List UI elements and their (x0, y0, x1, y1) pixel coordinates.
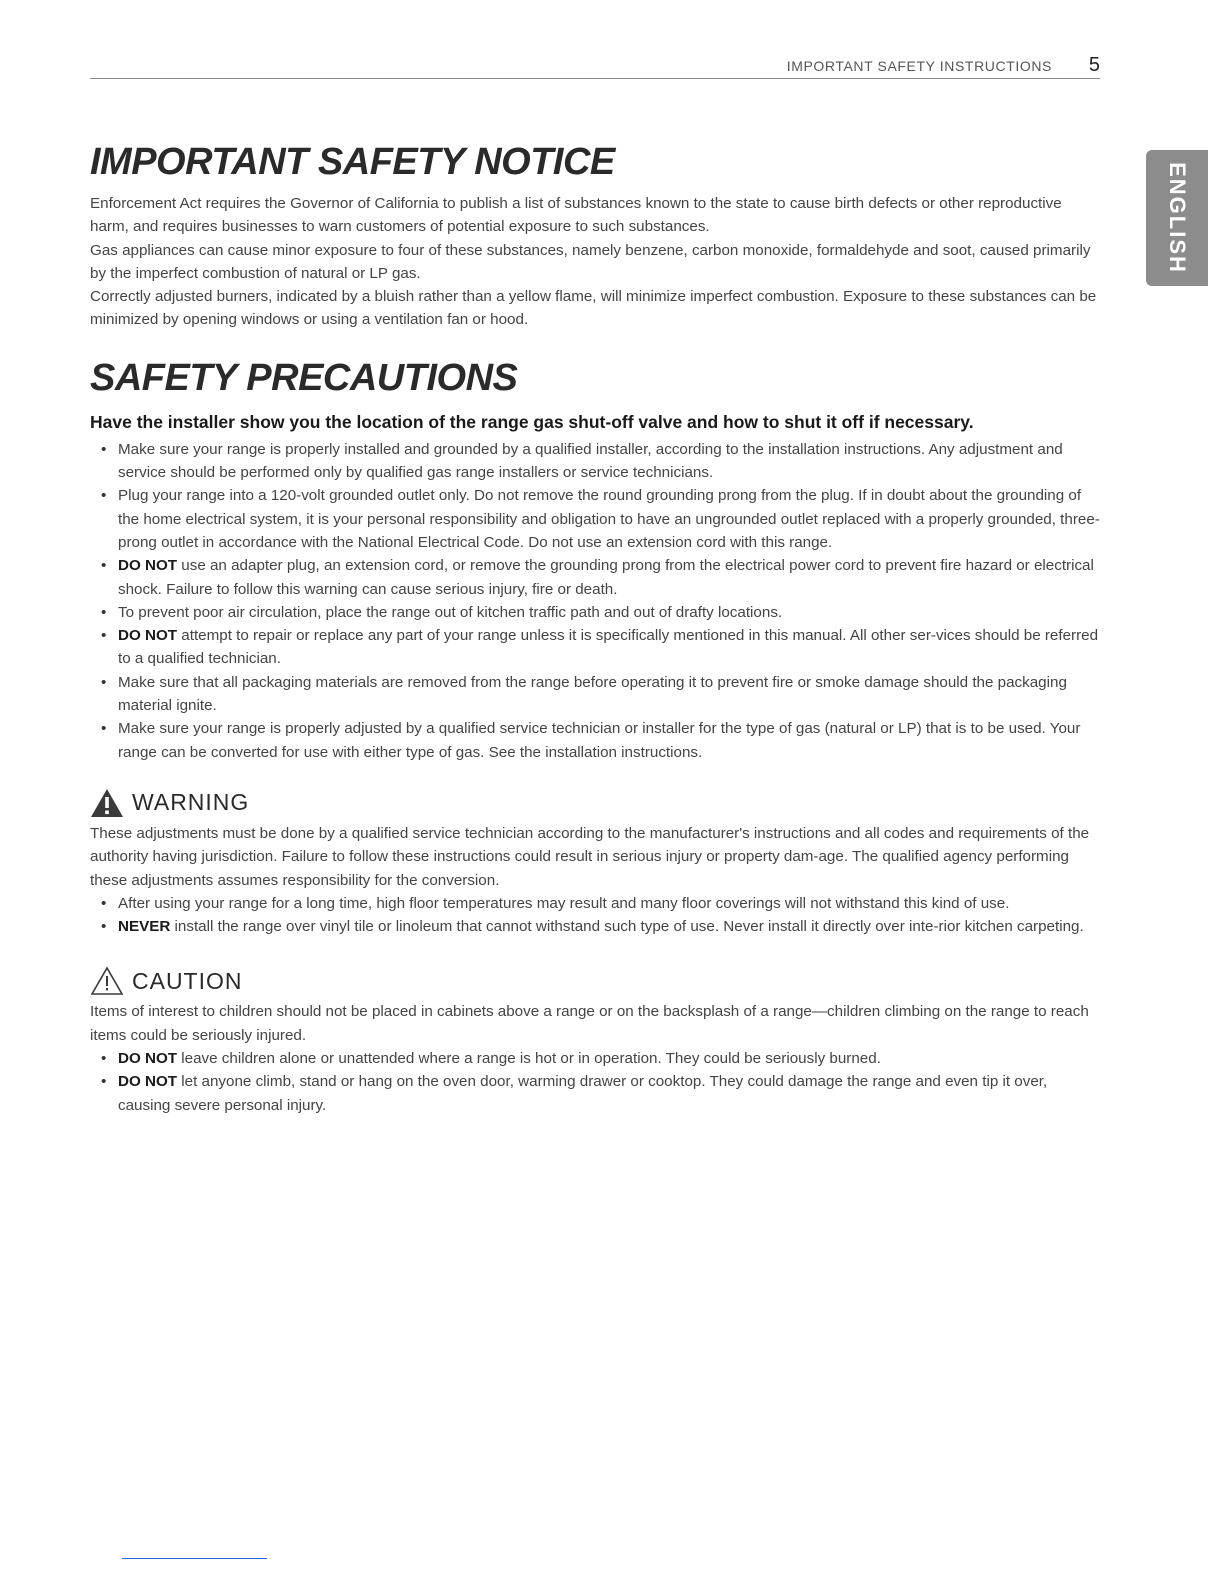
page-header (90, 56, 1100, 79)
list-item: • Make sure your range is properly installed and grounded by a qualified installer, according to the installation instructions. Any adjustment and service should be performed only by qualified gas range installers or service technicians. (90, 438, 1100, 485)
caution-body: Items of interest to children should not be placed in cabinets above a range or on the backsplash of a range—children climbing on the range to reach items could be seriously injured. (90, 1003, 1089, 1044)
bullet-icon: • (101, 487, 107, 505)
language-tab-label: ENGLISH (1165, 162, 1190, 274)
bullet-icon: • (101, 557, 107, 575)
bullet-icon: • (101, 603, 107, 621)
bullet-icon: • (101, 1050, 107, 1068)
list-item: • Make sure that all packaging materials are removed from the range before operating it to prevent fire or smoke damage should the packaging material ignite. (90, 671, 1100, 718)
list-item: • Make sure your range is properly adjusted by a qualified service technician or installer for the type of gas (natural or LP) that is to be used. Your range can be converted for use with either type of gas. See the installation instructions. (90, 717, 1100, 764)
notice-body (90, 192, 1100, 332)
warning-triangle-icon (90, 788, 124, 818)
page-number: 5 (1088, 54, 1100, 76)
list-item: • DO NOT let anyone climb, stand or hang on the oven door, warming drawer or cooktop. They could damage the range and even tip it over, causing severe personal injury. (90, 1070, 1100, 1117)
list-item: • NEVER install the range over vinyl tile or linoleum that cannot withstand such type of use. Never install it directly over inte-rior kitchen carpeting. (90, 915, 1100, 938)
list-item: • DO NOT attempt to repair or replace any part of your range unless it is specifically mentioned in this manual. All other ser-vices should be referred to a qualified technician. (90, 624, 1100, 671)
bullet-icon: • (101, 440, 107, 458)
warning-label: WARNING (132, 789, 250, 816)
warning-body: These adjustments must be done by a qualified service technician according to the manufacturer's instructions and all codes and requirements of the authority having jurisdiction. Failure to follow these instructions could result in serious injury or property dam-age. The qualified agency performing these adjustments assumes responsibility for the conversion. (90, 824, 1090, 889)
bullet-icon: • (101, 673, 107, 691)
bullet-icon: • (101, 627, 107, 645)
caution-list (90, 1047, 1100, 1117)
footer-rule (122, 1558, 267, 1559)
bullet-icon: • (101, 894, 107, 912)
caution-heading (90, 964, 1100, 998)
notice-title: IMPORTANT SAFETY NOTICE (90, 141, 615, 183)
warning-list (90, 892, 1100, 939)
caution-label: CAUTION (132, 967, 243, 994)
warning-heading (90, 786, 1100, 820)
bullet-icon: • (101, 720, 107, 738)
precautions-title: SAFETY PRECAUTIONS (90, 356, 518, 399)
header-title: IMPORTANT SAFETY INSTRUCTIONS (786, 58, 1052, 74)
list-item: • To prevent poor air circulation, place the range out of kitchen traffic path and out of drafty locations. (90, 601, 1100, 624)
notice-paragraph: Enforcement Act requires the Governor of California to publish a list of substances known to the state to cause birth defects or other reproductive harm, and requires businesses to warn customers of potential exposure to such substances. (90, 195, 1062, 236)
list-item: • DO NOT use an adapter plug, an extension cord, or remove the grounding prong from the electrical power cord to prevent fire hazard or electrical shock. Failure to follow this warning can cause serious injury, fire or death. (90, 554, 1100, 601)
page-content (90, 140, 1100, 1117)
list-item: • DO NOT leave children alone or unattended where a range is hot or in operation. They could be seriously burned. (90, 1047, 1100, 1070)
notice-paragraph: Gas appliances can cause minor exposure to four of these substances, namely benzene, carbon monoxide, formaldehyde and soot, caused primarily by the imperfect combustion of natural or LP gas. (90, 241, 1091, 282)
bullet-icon: • (101, 1073, 107, 1091)
bullet-icon: • (101, 918, 107, 936)
list-item: • Plug your range into a 120-volt grounded outlet only. Do not remove the round grounding prong from the plug. If in doubt about the grounding of the home electrical system, it is your personal responsibility and obligation to have an ungrounded outlet replaced with a properly grounded, three-prong outlet in accordance with the National Electrical Code. Do not use an extension cord with this range. (90, 484, 1100, 554)
language-tab (1146, 150, 1208, 286)
notice-paragraph: Correctly adjusted burners, indicated by a bluish rather than a yellow flame, will minimize imperfect combustion. Exposure to these substances can be minimized by opening windows or using a ventilation fan or hood. (90, 288, 1097, 329)
precautions-subheading: Have the installer show you the location of the range gas shut-off valve and how to shut it off if necessary. (90, 411, 974, 432)
list-item: • After using your range for a long time, high floor temperatures may result and many floor coverings will not withstand this kind of use. (90, 892, 1100, 915)
precautions-list (90, 438, 1100, 764)
caution-triangle-icon (90, 966, 124, 996)
